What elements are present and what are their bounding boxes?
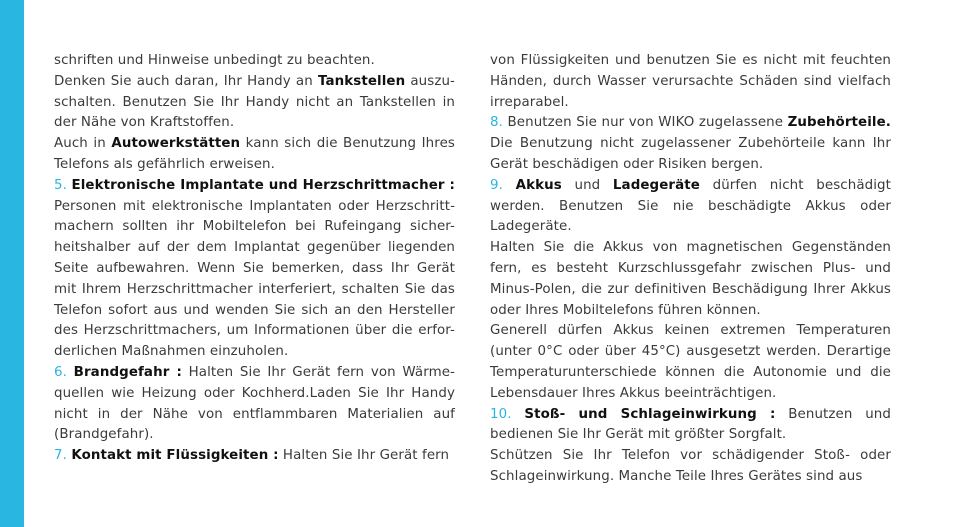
- paragraph: [490, 405, 891, 447]
- text-run: von Flüssigkeiten und benutzen Sie es nicht mit feuchten Händen, durch Wasser verursachte Schäden sind vielfach irreparabel.: [490, 53, 891, 110]
- paragraph: [54, 51, 455, 72]
- paragraph: [54, 446, 455, 467]
- text-run: Die Benutzung nicht zugelassener Zubehörteile kann Ihr Gerät beschädigen oder Risiken bergen.: [490, 136, 891, 172]
- text-run: Personen mit elektronische Implantaten oder Herzschritt-machern sollten ihr Mobiltelefon bei Rufeingang sicher-heitshalber auf der dem Implantat gegenüber liegenden Seite aufbewahren. Wenn Sie bemerken, dass Ihr Gerät mit Ihrem Herzschrittmacher interferiert, schalten Sie das Telefon sofort aus und wenden Sie sich an den Hersteller des Herzschrittmachers, um Informationen über die erfor-derlichen Maßnahmen einzuholen.: [54, 198, 455, 360]
- paragraph: [490, 113, 891, 175]
- paragraph: [490, 176, 891, 238]
- paragraph: [54, 176, 455, 363]
- paragraph: [490, 321, 891, 404]
- left-column: [54, 51, 455, 467]
- text-run: und: [561, 177, 613, 193]
- text-run: Schützen Sie Ihr Telefon vor schädigender Stoß- oder Schlageinwirkung. Manche Teile Ihres Gerätes sind aus: [490, 448, 891, 484]
- paragraph: [54, 72, 455, 134]
- highlighted-term: Zubehörteile.: [787, 115, 891, 131]
- item-number: 10.: [490, 406, 525, 422]
- item-number: 9.: [490, 177, 516, 193]
- text-run: kann sich die Benutzung Ihres Telefons als gefährlich erweisen.: [54, 136, 455, 172]
- highlighted-term: Elektronische Implantate und Herzschrittmacher :: [71, 177, 455, 193]
- item-number: 6.: [54, 364, 74, 380]
- text-run: Denken Sie auch daran, Ihr Handy an: [54, 73, 318, 89]
- text-run: Generell dürfen Akkus keinen extremen Temperaturen (unter 0°C oder über 45°C) ausgesetzt werden. Derartige Temperaturunterschiede können die Autonomie und die Lebensdauer Ihres Akkus beeinträchtigen.: [490, 323, 891, 401]
- text-run: schriften und Hinweise unbedingt zu beachten.: [54, 53, 375, 68]
- paragraph: [490, 446, 891, 488]
- highlighted-term: Kontakt mit Flüssigkeiten :: [71, 448, 279, 464]
- highlighted-term: Autowerkstätten: [111, 136, 241, 152]
- paragraph: [54, 363, 455, 446]
- paragraph: [490, 238, 891, 321]
- item-number: 5.: [54, 177, 72, 193]
- text-run: Halten Sie Ihr Gerät fern: [278, 448, 450, 464]
- item-number: 8.: [490, 115, 508, 131]
- accent-side-band: [0, 0, 24, 527]
- highlighted-term: Akkus: [515, 177, 562, 193]
- text-run: Benutzen Sie nur von WIKO zugelassene: [507, 115, 788, 131]
- highlighted-term: Ladegeräte: [612, 177, 700, 193]
- paragraph: [490, 51, 891, 113]
- text-run: Halten Sie Ihr Gerät fern von Wärme-quellen wie Heizung oder Kochherd.Laden Sie Ihr Handy nicht in der Nähe von entflammbaren Materialien auf (Brandgefahr).: [54, 364, 455, 443]
- text-run: dürfen nicht beschädigt werden. Benutzen Sie nie beschädigte Akkus oder Ladegeräte.: [490, 177, 891, 235]
- highlighted-term: Brandgefahr :: [73, 364, 182, 380]
- right-column: [490, 51, 891, 488]
- text-run: Halten Sie die Akkus von magnetischen Gegenständen fern, es besteht Kurzschlussgefahr zwischen Plus- und Minus-Polen, die zur definitiven Beschädigung Ihrer Akkus oder Ihres Mobiltelefons führen können.: [490, 240, 891, 318]
- text-run: auszu-schalten. Benutzen Sie Ihr Handy nicht an Tankstellen in der Nähe von Kraftstoffen.: [54, 73, 455, 131]
- highlighted-term: Tankstellen: [317, 73, 406, 89]
- highlighted-term: Stoß- und Schlageinwirkung :: [524, 406, 776, 422]
- paragraph: [54, 134, 455, 176]
- item-number: 7.: [54, 448, 72, 464]
- text-run: Auch in: [54, 136, 112, 152]
- text-run: Benutzen und bedienen Sie Ihr Gerät mit größter Sorgfalt.: [490, 406, 891, 443]
